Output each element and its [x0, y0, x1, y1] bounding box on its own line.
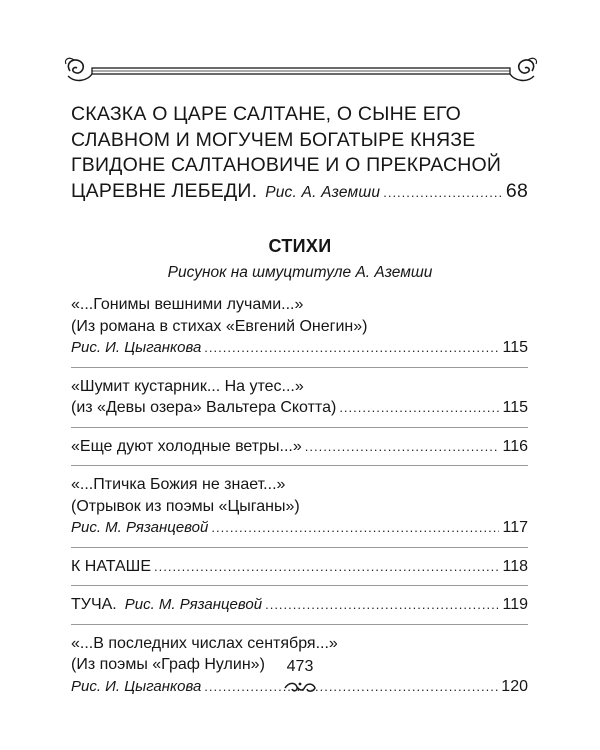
dot-leader: [154, 556, 499, 578]
dot-leader: [204, 676, 498, 698]
page-ref: 68: [505, 179, 528, 202]
illustrator-credit: Рис. М. Рязанцевой: [71, 519, 209, 536]
entry-source: (Отрывок из поэмы «Цыганы»): [71, 497, 300, 515]
dot-leader: [265, 594, 499, 616]
dot-leader: [339, 397, 499, 419]
entry-last-line: [71, 179, 528, 206]
entry-source: (Из поэмы «Граф Нулин»): [71, 656, 265, 673]
section-subtitle: Рисунок на шмуцтитуле А. Аземши: [167, 264, 433, 281]
toc-entry-tsar-saltan[interactable]: [71, 102, 528, 205]
toc-entry[interactable]: [71, 294, 528, 368]
entry-title: ТУЧА.: [71, 596, 117, 613]
ornamental-rule-icon: [62, 54, 540, 88]
illustrator-credit: Рис. И. Цыганкова: [71, 677, 202, 695]
page-ref: 118: [502, 557, 528, 575]
section-title: СТИХИ: [268, 236, 332, 256]
entry-last-line: [71, 556, 528, 578]
entry-last-line: [71, 594, 528, 616]
entry-last-line: [71, 337, 528, 359]
dot-leader: [383, 180, 503, 206]
entry-source: (Из романа в стихах «Евгений Онегин»): [71, 317, 368, 335]
entry-last-line: [71, 436, 528, 458]
illustrator-credit: Рис. М. Рязанцевой: [124, 596, 263, 613]
entry-title-line: ГВИДОНЕ САЛТАНОВИЧЕ И О ПРЕКРАСНОЙ: [71, 154, 502, 176]
illustrator-credit: Рис. А. Аземши: [265, 183, 381, 201]
entry-title: К НАТАШЕ: [71, 557, 151, 575]
entry-title: «Еще дуют холодные ветры...»: [71, 437, 302, 455]
page-ref: 119: [502, 596, 528, 613]
entry-title: «...В последних числах сентября...»: [71, 634, 338, 652]
toc-entry[interactable]: [71, 594, 528, 625]
toc-entry[interactable]: [71, 556, 528, 587]
illustrator-credit: Рис. И. Цыганкова: [71, 339, 202, 356]
page-ref: 120: [501, 677, 528, 695]
entry-title-line: СЛАВНОМ И МОГУЧЕМ БОГАТЫРЕ КНЯЗЕ: [71, 128, 476, 151]
toc-entry[interactable]: [71, 474, 528, 548]
entry-title: «Шумит кустарник... На утес...»: [71, 377, 304, 395]
entry-last-line: [71, 397, 528, 419]
entry-source: (из «Девы озера» Вальтера Скотта): [71, 399, 337, 416]
page-ref: 115: [502, 339, 528, 356]
dot-leader: [204, 337, 499, 359]
page-number: 473: [286, 658, 314, 675]
entry-last-line: [71, 517, 528, 539]
dot-leader: [305, 436, 500, 458]
dot-leader: [211, 517, 499, 539]
toc-entry[interactable]: [71, 436, 528, 467]
page-ref: 116: [502, 437, 528, 455]
entry-title: «...Гонимы вешними лучами...»: [71, 296, 304, 313]
entry-title: «...Птичка Божия не знает...»: [71, 476, 286, 493]
page-ref: 117: [502, 519, 528, 536]
poem-entries-list: [71, 294, 528, 705]
page-ref: 115: [502, 399, 528, 416]
entry-title-line: ЦАРЕВНЕ ЛЕБЕДИ.: [71, 179, 258, 202]
toc-entry[interactable]: [71, 376, 528, 428]
entry-title-line: СКАЗКА О ЦАРЕ САЛТАНЕ, О СЫНЕ ЕГО: [71, 103, 461, 125]
flourish-icon: [283, 679, 317, 695]
